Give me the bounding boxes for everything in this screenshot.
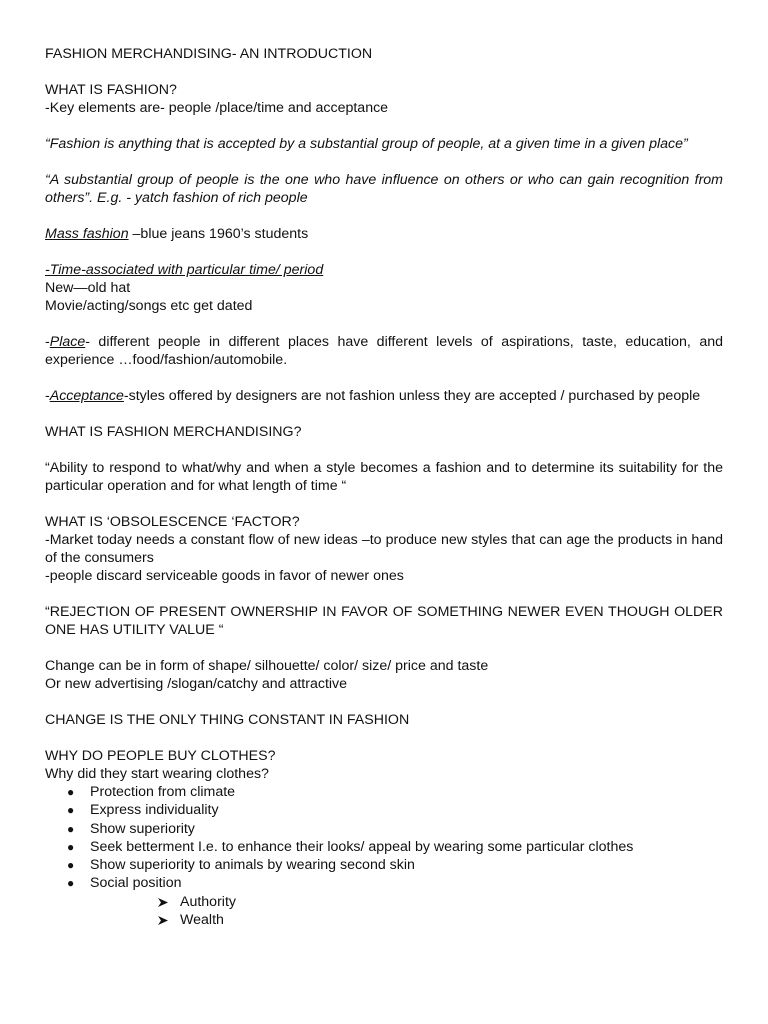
list-item <box>45 874 723 892</box>
acceptance-paragraph <box>45 387 723 405</box>
what-is-fashion-heading: WHAT IS FASHION? <box>45 82 177 98</box>
bullet-icon: ● <box>67 821 75 836</box>
document-title: FASHION MERCHANDISING- AN INTRODUCTION <box>45 46 373 62</box>
change-line-2: Or new advertising /slogan/catchy and attractive <box>45 676 348 692</box>
bullet-icon: ● <box>67 876 75 891</box>
list-item-text: Show superiority <box>90 820 195 837</box>
place-paragraph <box>45 333 723 369</box>
social-position-sublist <box>45 893 723 930</box>
list-item <box>45 893 723 911</box>
mass-fashion-text: –blue jeans 1960’s students <box>128 226 309 242</box>
reasons-list <box>45 783 723 893</box>
change-line-1: Change can be in form of shape/ silhouette/ color/ size/ price and taste <box>45 658 489 674</box>
time-line-1: New—old hat <box>45 280 131 296</box>
list-item-text: Seek betterment I.e. to enhance their looks/ appeal by wearing some particular clothes <box>90 838 634 855</box>
obsolescence-heading: WHAT IS ‘OBSOLESCENCE ‘FACTOR? <box>45 514 300 530</box>
constant-statement: CHANGE IS THE ONLY THING CONSTANT IN FASHION <box>45 712 410 728</box>
place-text: - different people in different places have different levels of aspirations, taste, education, and experience …food/fashion/automobile. <box>45 334 723 368</box>
mass-fashion-label: Mass fashion <box>45 226 129 242</box>
bullet-icon: ● <box>67 803 75 818</box>
list-item-text: Protection from climate <box>90 784 236 800</box>
fashion-definition-quote: “Fashion is anything that is accepted by a substantial group of people, at a given time in a given place” <box>45 136 688 152</box>
acceptance-prefix: - <box>45 388 50 404</box>
list-item <box>45 783 723 801</box>
list-item-text: Social position <box>90 875 182 892</box>
time-line-2: Movie/acting/songs etc get dated <box>45 298 253 314</box>
list-item <box>45 911 723 929</box>
substantial-group-quote: “A substantial group of people is the one who have influence on others or who can gain recognition from others”. E.g. - yatch fashion of rich people <box>45 172 723 206</box>
list-item-text: Wealth <box>180 912 224 929</box>
place-label: Place <box>49 334 86 350</box>
list-item-text: Authority <box>180 893 236 910</box>
why-buy-heading: WHY DO PEOPLE BUY CLOTHES? <box>45 748 276 764</box>
bullet-icon: ● <box>67 839 75 854</box>
key-elements-line: -Key elements are- people /place/time and acceptance <box>45 100 389 116</box>
obsolescence-line-2: -people discard serviceable goods in favor of newer ones <box>45 568 404 584</box>
list-item <box>45 856 723 874</box>
acceptance-text: -styles offered by designers are not fashion unless they are accepted / purchased by people <box>123 388 701 404</box>
list-item-text: Show superiority to animals by wearing second skin <box>90 857 415 874</box>
why-wear-subheading: Why did they start wearing clothes? <box>45 766 269 782</box>
document-page <box>45 45 723 929</box>
merchandising-heading: WHAT IS FASHION MERCHANDISING? <box>45 424 302 440</box>
list-item <box>45 801 723 819</box>
bullet-icon: ● <box>67 785 75 799</box>
list-item <box>45 820 723 838</box>
merchandising-quote: “Ability to respond to what/why and when a style becomes a fashion and to determine its suitability for the particular operation and for what length of time “ <box>45 460 723 494</box>
arrow-bullet-icon <box>158 898 168 907</box>
arrow-bullet-icon <box>158 916 168 925</box>
place-prefix: - <box>45 334 50 350</box>
list-item-text: Express individuality <box>90 802 219 819</box>
list-item <box>45 838 723 856</box>
rejection-quote: “REJECTION OF PRESENT OWNERSHIP IN FAVOR OF SOMETHING NEWER EVEN THOUGH OLDER ONE HAS UTILITY VALUE “ <box>45 604 723 638</box>
acceptance-label: Acceptance <box>49 388 124 404</box>
mass-fashion-line <box>45 225 723 243</box>
time-heading: -Time-associated with particular time/ period <box>45 262 324 278</box>
obsolescence-line-1: -Market today needs a constant flow of new ideas –to produce new styles that can age the products in hand of the consumers <box>45 532 723 566</box>
bullet-icon: ● <box>67 858 75 873</box>
